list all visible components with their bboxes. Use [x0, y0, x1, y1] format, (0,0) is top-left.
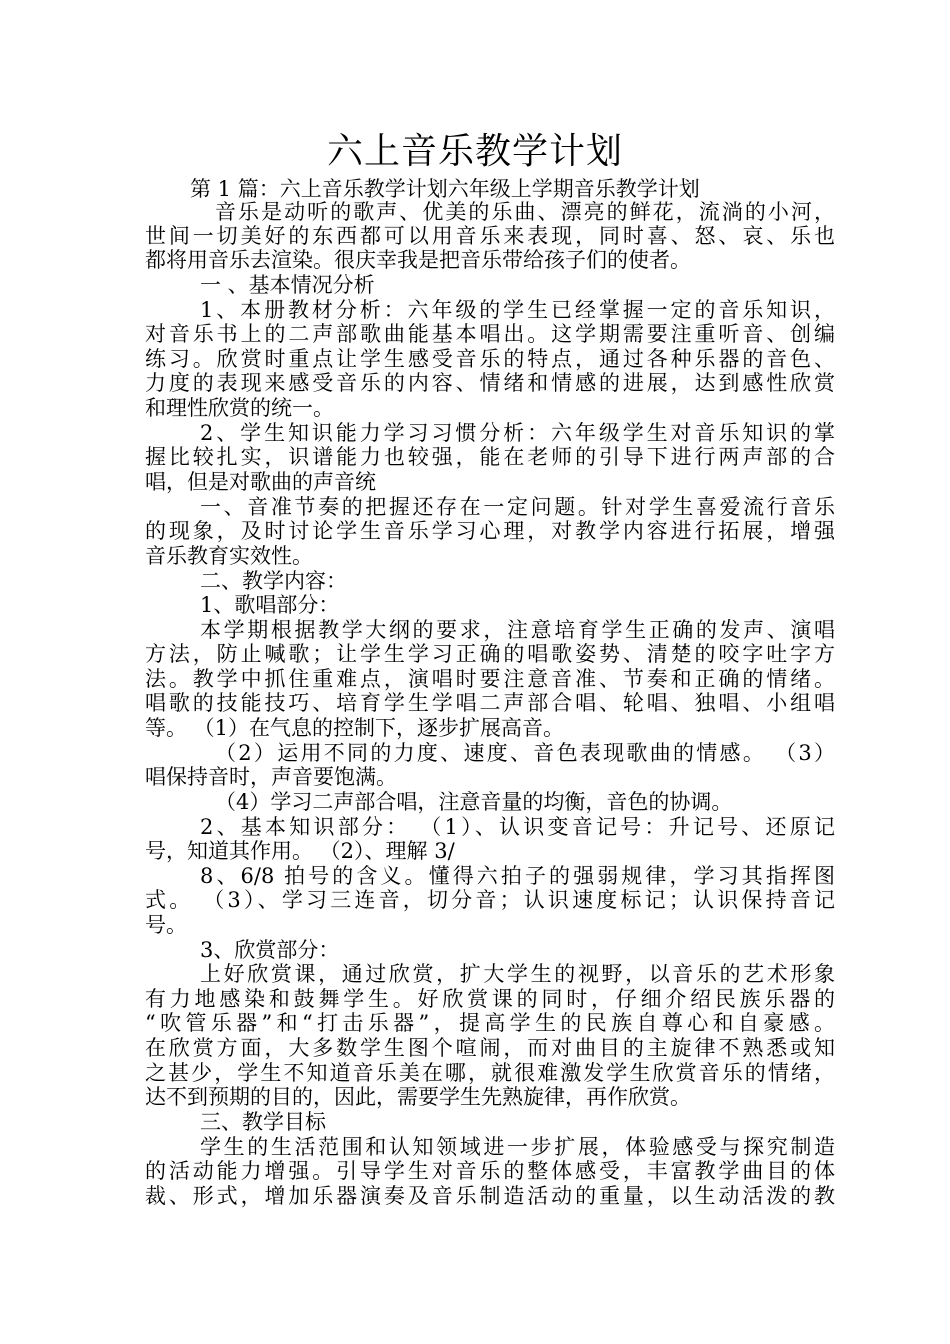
text-line: 2、基本知识部分： （1）、认识变音记号：升记号、还原记	[200, 815, 835, 839]
text-line: 之甚少，学生不知道音乐美在哪，就很难激发学生欣赏音乐的情绪，	[145, 1061, 835, 1085]
text-line: 一、音准节奏的把握还存在一定问题。针对学生喜爱流行音乐	[200, 495, 835, 519]
text-line: 在欣赏方面，大多数学生图个喧闹，而对曲目的主旋律不熟悉或知	[145, 1036, 835, 1060]
text-line: 对音乐书上的二声部歌曲能基本唱出。这学期需要注重听音、创编	[145, 322, 835, 346]
text-line: 力度的表现来感受音乐的内容、情绪和情感的进展，达到感性欣赏	[145, 371, 835, 395]
text-line: 音乐是动听的歌声、优美的乐曲、漂亮的鲜花，流淌的小河，	[215, 200, 835, 224]
text-line: 一 、基本情况分析	[200, 273, 375, 297]
text-line: 法。教学中抓住重难点，演唱时要注意音准、节奏和正确的情绪。	[145, 667, 835, 691]
text-line: 练习。欣赏时重点让学生感受音乐的特点，通过各种乐器的音色、	[145, 347, 835, 371]
text-line: 等。 （1）在气息的控制下，逐步扩展高音。	[145, 716, 565, 740]
document-title: 六上音乐教学计划	[326, 131, 623, 172]
text-line: 的活动能力增强。引导学生对音乐的整体感受，丰富教学曲目的体	[145, 1159, 835, 1183]
text-line: 学生的生活范围和认知领域进一步扩展，体验感受与探究制造	[200, 1135, 835, 1159]
text-line: （2）运用不同的力度、速度、音色表现歌曲的情感。 （3）	[215, 741, 835, 765]
text-line: 1、本册教材分析：六年级的学生已经掌握一定的音乐知识，	[200, 298, 835, 322]
text-line: 式。 （3）、学习三连音，切分音；认识速度标记；认识保持音记	[145, 888, 835, 912]
text-line: 音乐教育实效性。	[145, 544, 313, 568]
text-line: 唱保持音时，声音要饱满。	[145, 765, 397, 789]
text-line: 的现象，及时讨论学生音乐学习心理，对教学内容进行拓展，增强	[145, 519, 835, 543]
text-line: 号。	[145, 913, 187, 937]
text-line: 裁、形式，增加乐器演奏及音乐制造活动的重量，以生动活泼的教	[145, 1184, 835, 1208]
text-line: 握比较扎实，识谱能力也较强，能在老师的引导下进行两声部的合	[145, 445, 835, 469]
text-line: 2、学生知识能力学习习惯分析：六年级学生对音乐知识的掌	[200, 421, 835, 445]
text-line: 1、歌唱部分：	[200, 593, 340, 617]
text-line: “吹管乐器”和“打击乐器”，提高学生的民族自尊心和自豪感。	[145, 1011, 835, 1035]
text-line: 唱，但是对歌曲的声音统	[145, 470, 376, 494]
text-line: 唱歌的技能技巧、培育学生学唱二声部合唱、轮唱、独唱、小组唱	[145, 691, 835, 715]
text-line: 和理性欣赏的统一。	[145, 396, 334, 420]
text-line: 二、教学内容：	[200, 569, 347, 593]
text-line: （4）学习二声部合唱，注意音量的均衡，音色的协调。	[215, 790, 733, 814]
text-line: 本学期根据教学大纲的要求，注意培育学生正确的发声、演唱	[200, 618, 835, 642]
text-line: 达不到预期的目的，因此，需要学生先熟旋律，再作欣赏。	[145, 1085, 691, 1109]
text-line: 三、教学目标	[200, 1110, 326, 1134]
text-line: 世间一切美好的东西都可以用音乐来表现，同时喜、怒、哀、乐也	[145, 224, 835, 248]
text-line: 方法，防止喊歌；让学生学习正确的唱歌姿势、清楚的咬字吐字方	[145, 642, 835, 666]
text-line: 号，知道其作用。 （2）、理解 3/	[145, 839, 455, 863]
text-line: 8、6/8 拍号的含义。懂得六拍子的强弱规律，学习其指挥图	[200, 864, 835, 888]
text-line: 上好欣赏课，通过欣赏，扩大学生的视野，以音乐的艺术形象	[200, 962, 835, 986]
text-line: 都将用音乐去渲染。很庆幸我是把音乐带给孩子们的使者。	[145, 248, 691, 272]
text-line: 有力地感染和鼓舞学生。好欣赏课的同时，仔细介绍民族乐器的	[145, 987, 835, 1011]
text-line: 第 1 篇：六上音乐教学计划六年级上学期音乐教学计划	[190, 177, 700, 201]
text-line: 3、欣赏部分：	[200, 938, 340, 962]
